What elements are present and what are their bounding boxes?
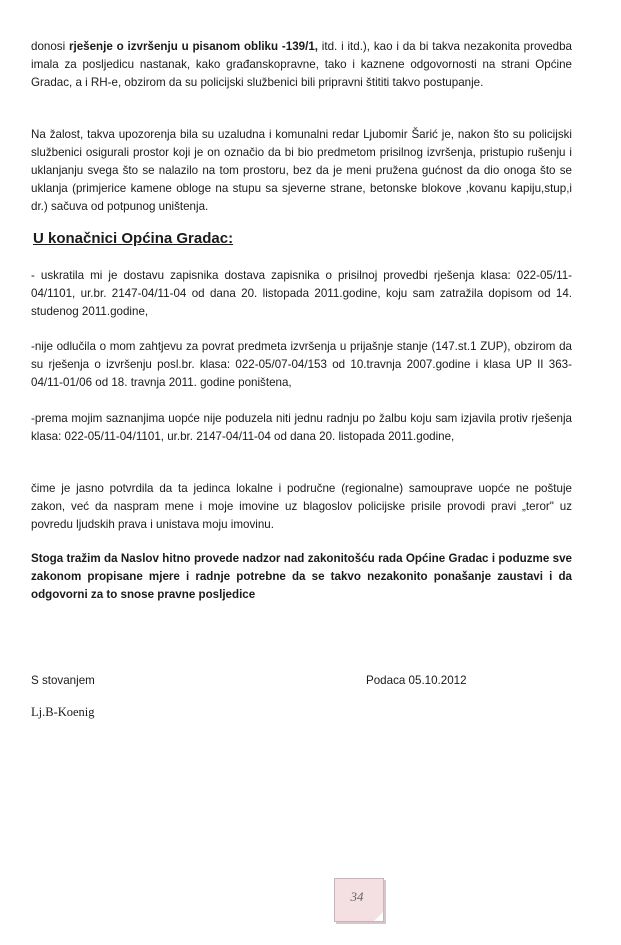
section-heading: U konačnici Općina Gradac:	[33, 230, 234, 247]
paragraph-1-bold: rješenje o izvršenju u pisanom obliku -139/1,	[68, 40, 318, 53]
paragraph-7: Stoga tražim da Naslov hitno provede nadzor nad zakonitošću rada Općine Gradac i poduzme sve zakonom propisane mjere i radnje potrebne da se takvo nezakonito ponašanje zaustavi i da odgovorni za to snose pravne posljedice	[31, 552, 572, 601]
paragraph-1-rest: itd. i itd.), kao i da bi takva nezakonita provedba imala za posljedicu nastanak, kako građanskopravne, tako i kaznene odgovornosti na strani Općine Gradac, a i RH-e, obzirom da su policijski službenici bili pripravni štititi takvo postupanje.	[31, 40, 573, 89]
page-number: 34	[350, 889, 364, 904]
signature-place-date: Podaca 05.10.2012	[366, 674, 467, 687]
paragraph-6: čime je jasno potvrdila da ta jedinca lokalne i područne (regionalne) samouprave uopće ne poštuje zakon, već da naspram mene i moje imovine uz blagoslov policijske prisile provodi pravi „teror" uz povredu ljudskih prava i unistava moju imovinu.	[31, 482, 572, 531]
page-fold-corner	[374, 912, 383, 921]
paragraph-1-lead: donosi	[31, 40, 69, 53]
paragraph-2: Na žalost, takva upozorenja bila su uzaludna i komunalni redar Ljubomir Šarić je, nakon što su policijski službenici osigurali prostor koji je on označio da bi bio predmetom prisilnog izvršenja, pristupio rušenju i uklanjanju svega što se nalazilo na tom prostoru, bez da je meni pružena gućnost da dio onoga što se uklanja (primjerice kamene obloge na stupu sa sjeverne strane, betonske blokove ,kovanu kapiju,stup,i dr.) sačuva od potpunog uništenja.	[31, 128, 572, 213]
paragraph-5: -prema mojim saznanjima uopće nije poduzela niti jednu radnju po žalbu koju sam izjavila protiv rješenja klasa: 022-05/11-04/1101, ur.br. 2147-04/11-04 od dana 20. listopada 2011.godine,	[31, 412, 572, 443]
signature-name: Lj.B-Koenig	[31, 705, 95, 719]
page-number-box	[334, 878, 384, 922]
paragraph-3: - uskratila mi je dostavu zapisnika dostava zapisnika o prisilnoj provedbi rješenja klasa: 022-05/11-04/1101, ur.br. 2147-04/11-04 od dana 20. listopada 2011.godine, koju sam zatražila dopisom od 14. studenog 2011.godine,	[31, 269, 572, 318]
signature-greeting: S stovanjem	[31, 674, 95, 687]
paragraph-1	[31, 38, 572, 92]
paragraph-4: -nije odlučila o mom zahtjevu za povrat predmeta izvršenja u prijašnje stanje (147.st.1 ZUP), obzirom da su rješenja o izvršenju posl.br. klasa: 022-05/07-04/153 od 10.travnja 2007.godine i klasa UP II 363-04/11-01/06 od 18. travnja 2011. godine poništena,	[31, 340, 572, 389]
